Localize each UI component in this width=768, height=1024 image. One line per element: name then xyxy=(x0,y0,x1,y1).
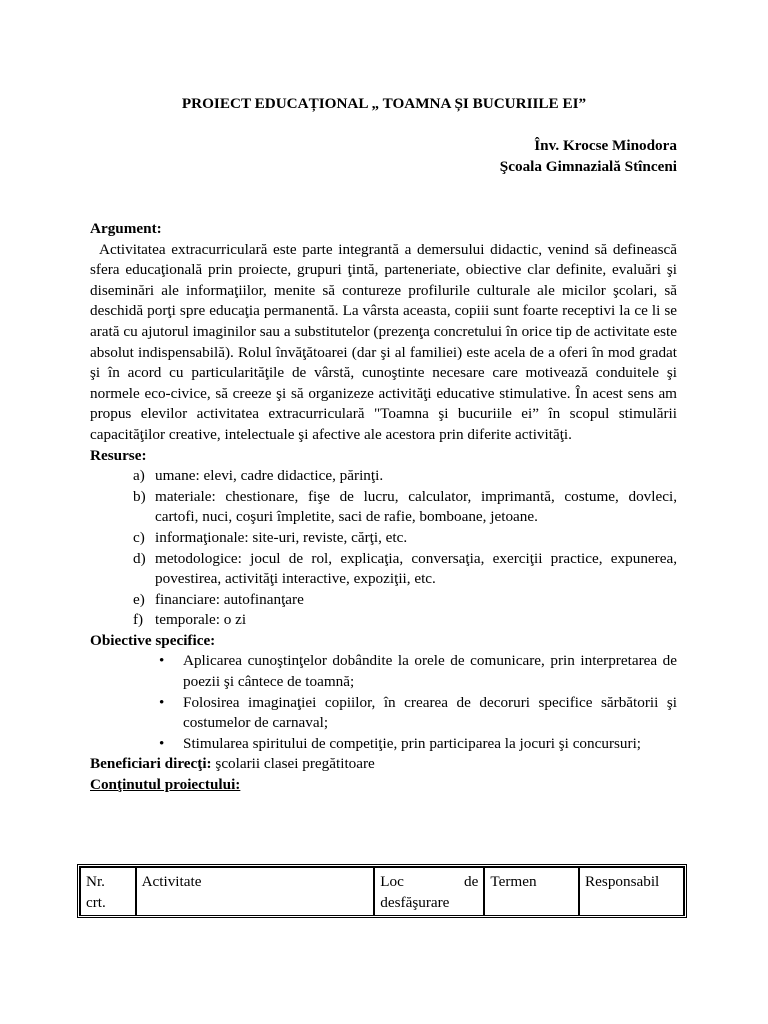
list-item-text: Folosirea imaginaţiei copiilor, în crearea de decoruri specifice sărbătorii şi costumelor de carnaval; xyxy=(183,693,677,732)
list-item-text: temporale: o zi xyxy=(155,611,247,629)
content-table xyxy=(79,866,685,916)
document-body xyxy=(90,219,677,796)
list-item-label: d) xyxy=(133,549,146,567)
argument-heading: Argument: xyxy=(90,220,162,237)
list-item-label: e) xyxy=(133,590,145,608)
bullet-icon: • xyxy=(159,652,165,670)
project-title: PROIECT EDUCAȚIONAL „ TOAMNA ȘI BUCURIILE EI” xyxy=(181,95,587,112)
bullet-icon: • xyxy=(159,734,165,752)
resurse-heading: Resurse: xyxy=(90,446,147,464)
list-item-text: umane: elevi, cadre didactice, părinţi. xyxy=(155,467,384,485)
col-loc-word1: Loc xyxy=(380,873,404,890)
author-name: Înv. Krocse Minodora xyxy=(534,137,677,154)
beneficiari-label: Beneficiari direcţi: xyxy=(90,755,212,773)
col-nr-line2: crt. xyxy=(86,893,106,911)
list-item-text: Aplicarea cunoştinţelor dobândite la orele de comunicare, prin interpretarea de poezii şi cântece de toamnă; xyxy=(183,652,677,691)
resurse-list xyxy=(90,466,677,631)
list-item xyxy=(90,487,677,528)
col-loc xyxy=(374,867,484,916)
list-item-label: a) xyxy=(133,467,145,485)
list-item-label: b) xyxy=(133,487,146,505)
list-item-label: c) xyxy=(133,528,145,546)
col-termen-label: Termen xyxy=(490,873,537,890)
list-item-text: informaţionale: site-uri, reviste, cărţi, etc. xyxy=(155,528,408,546)
list-item-label: f) xyxy=(133,611,144,629)
beneficiari-value: şcolarii clasei pregătitoare xyxy=(211,755,375,773)
col-responsabil-label: Responsabil xyxy=(585,873,660,890)
col-nr-line1: Nr. xyxy=(86,873,105,890)
list-item xyxy=(90,734,677,755)
col-nr-crt xyxy=(80,867,136,916)
list-item xyxy=(90,610,677,631)
school-name: Şcoala Gimnazială Stînceni xyxy=(499,158,677,175)
list-item-text: materiale: chestionare, fişe de lucru, calculator, imprimantă, costume, dovleci, cartofi, nuci, coşuri împletite, saci de rafie, bomboane, jetoane. xyxy=(155,487,677,526)
col-loc-word2: de xyxy=(464,873,479,890)
list-item xyxy=(90,549,677,590)
col-activitate-label: Activitate xyxy=(141,873,202,890)
list-item xyxy=(90,693,677,734)
argument-paragraph: Activitatea extracurriculară este parte integrantă a demersului didactic, venind să definească sfera educaţională prin proiecte, grupuri ţintă, parteneriate, obiective clar definite, evaluări şi diseminări ale informaţiilor, menite să contureze profilurile culturale ale micilor şcolari, să deschidă porţi spre educaţia permanentă. La vârsta aceasta, copiii sunt foarte receptivi la ce li se arată cu ajutorul imaginilor sau a substitutelor (prezenţa concretului în orice tip de activitate este absolut indispensabilă). Rolul învăţătoarei (dar şi al familiei) este acela de a oferi în mod gradat şi în acord cu particularităţile de vârstă, cunoştinte necesare care motivează conduitele şi normele eco-civice, să creeze şi să organizeze activităţi educative stimulative. În acest sens am propus elevilor activitatea extracurriculară "Toamna şi bucuriile ei” în scopul stimulării capacităţilor creative, intelectuale şi afective ale acestora prin diferite activităţi. xyxy=(90,240,677,443)
list-item xyxy=(90,466,677,487)
obiective-list xyxy=(90,651,677,754)
continut-heading: Conţinutul proiectului: xyxy=(90,776,241,794)
col-loc-line2: desfăşurare xyxy=(380,893,450,911)
list-item xyxy=(90,590,677,611)
list-item xyxy=(90,651,677,692)
list-item-text: Stimularea spiritului de competiţie, prin participarea la jocuri şi concursuri; xyxy=(183,734,642,752)
bullet-icon: • xyxy=(159,693,165,711)
obiective-heading: Obiective specifice: xyxy=(90,631,216,649)
col-loc-line1 xyxy=(380,872,478,893)
list-item xyxy=(90,528,677,549)
col-termen xyxy=(484,867,579,916)
col-activitate xyxy=(136,867,375,916)
beneficiari-line xyxy=(90,754,677,775)
list-item-text: metodologice: jocul de rol, explicaţia, conversaţia, exerciţii practice, expunerea, povestirea, activităţi interactive, expoziţii, etc. xyxy=(155,549,677,588)
list-item-text: financiare: autofinanţare xyxy=(155,590,304,608)
table-header-row xyxy=(80,867,684,916)
col-responsabil xyxy=(579,867,684,916)
